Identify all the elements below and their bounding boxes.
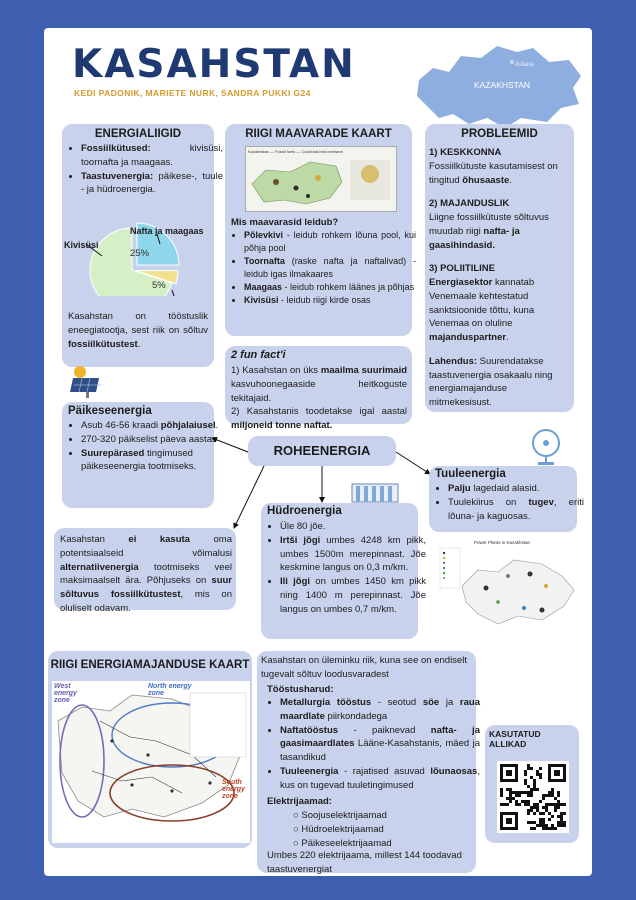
qr-cell [524, 803, 527, 806]
qr-cell [542, 806, 545, 809]
qr-cell [500, 791, 503, 794]
qr-cell [509, 791, 512, 794]
list-item: • Asub 46-56 kraadi põhjalaiusel. [81, 419, 221, 433]
qr-cell [518, 791, 521, 794]
plants-footer: Umbes 220 elektrijaama, millest 144 toodavad taastuvenergiat [267, 850, 462, 875]
qr-cell [551, 791, 554, 794]
economy-card [257, 651, 480, 875]
astana-label: Astana [515, 62, 534, 68]
qr-cell [560, 812, 563, 815]
list-item: • Toornafta (raske nafta ja naftalivad) - leidub igas ilmakaares [244, 255, 416, 281]
qr-cell [536, 803, 539, 806]
problems-body: 1) KESKKONNA Fossiilkütuste kasutamisest on tingitud õhusaaste. 2) MAJANDUSLIK Liigne fossiilkütuste sõltuvus muudab riigi nafta- ja gaasihindasid. 3) POLIITILINE Energiasektor kannatab Venemaale kehtestatud sanktsioonide tõttu, kuna Venemaa on oluline majanduspartner. Lahendus: Suurendatakse taastuvenergia osakaalu ning energiamajanduse mitmekesisust. [429, 147, 558, 409]
qr-cell [521, 800, 524, 803]
qr-cell [563, 821, 566, 824]
qr-cell [533, 788, 536, 791]
qr-cell [533, 785, 536, 788]
qr-cell [515, 803, 518, 806]
energy-types-title: ENERGIALIIGID [94, 128, 182, 140]
industries-list [267, 696, 480, 792]
qr-cell [530, 788, 533, 791]
list-item: • Fossiilkütused: kivisüsi, toornafta ja maagaas. [81, 142, 223, 170]
qr-cell [527, 785, 530, 788]
hydro-card [261, 503, 426, 639]
qr-cell [542, 794, 545, 797]
list-item: • Kivisüsi - leidub riigi kirde osas [244, 294, 416, 307]
list-item: • Ili jõgi on umbes 1450 km pikk ning 1400 m perepinnast. Jõe langus on umbes 0,7 m/km. [280, 575, 426, 616]
power-plants-caption: Power Plants in Kazakhstan [474, 540, 531, 545]
qr-cell [515, 794, 518, 797]
qr-cell [530, 827, 533, 830]
energy-note: Kasahstan on tööstuslik eneegiatootja, sest riik on sõltuv fossiilkütustest. [68, 311, 208, 350]
qr-cell [509, 794, 512, 797]
qr-cell [524, 800, 527, 803]
qr-cell [512, 797, 515, 800]
qr-cell [533, 803, 536, 806]
qr-cell [548, 803, 551, 806]
qr-cell [551, 815, 554, 818]
energy-map-shape [52, 681, 250, 843]
list-item: • Naftatööstus - paiknevad nafta- ja gaasimaardlates Lääne-Kasahstanis, mäed ja tasandikud [280, 724, 480, 765]
list-item: • Suurepärased tingimused päikeseenergia tootmiseks. [81, 447, 221, 475]
fun-facts-title: 2 fun fact'i [231, 349, 286, 361]
qr-cell [548, 794, 551, 797]
qr-cell [551, 824, 554, 827]
qr-cell [524, 773, 527, 776]
qr-cell [530, 806, 533, 809]
resources-question: Mis maavarasid leidub? [231, 217, 339, 228]
qr-cell [539, 767, 542, 770]
power-plants-shape [438, 546, 580, 636]
green-energy-title: ROHEENERGIA [273, 443, 371, 458]
qr-cell [557, 800, 560, 803]
qr-cell [527, 809, 530, 812]
energy-map-card [48, 651, 252, 848]
dam-icon [350, 480, 400, 504]
west-zone-label: West energy zone [54, 683, 77, 704]
qr-cell [515, 800, 518, 803]
qr-cell [533, 812, 536, 815]
arrow-to-solar [212, 438, 248, 452]
qr-cell [560, 818, 563, 821]
qr-cell [557, 821, 560, 824]
plants-title: Elektrijaamad: [267, 796, 332, 807]
qr-cell [506, 788, 509, 791]
qr-cell [512, 791, 515, 794]
industries-title: Tööstusharud: [267, 684, 334, 695]
qr-cell [518, 803, 521, 806]
qr-cell [551, 803, 554, 806]
pie-label-nafta: Nafta ja maagaas [130, 226, 204, 236]
qr-cell [560, 821, 563, 824]
list-item: • Metallurgia tööstus - seotud söe ja raua maardlate piirkondadega [280, 696, 480, 724]
qr-cell [527, 791, 530, 794]
sources-card [485, 725, 579, 843]
power-plants-map [438, 540, 580, 638]
qr-cell [548, 812, 551, 815]
qr-cell [545, 806, 548, 809]
qr-cell [506, 797, 509, 800]
poster [44, 28, 592, 876]
qr-cell [539, 824, 542, 827]
qr-cell [518, 794, 521, 797]
qr-cell [554, 803, 557, 806]
problems-title: PROBLEEMID [461, 128, 538, 140]
qr-cell [524, 779, 527, 782]
qr-cell [542, 821, 545, 824]
qr-cell [536, 788, 539, 791]
qr-cell [554, 827, 557, 830]
qr-cell [530, 821, 533, 824]
qr-cell [509, 797, 512, 800]
qr-cell [545, 827, 548, 830]
list-item: • Üle 80 jõe. [280, 520, 426, 534]
qr-cell [563, 803, 566, 806]
wind-list [435, 482, 584, 523]
list-item: • Taastuvenergia: päikese-, tuule - ja hüdroenergia. [81, 170, 223, 198]
south-zone-label: South energy zone [222, 779, 245, 800]
north-zone-label: North energy zone [148, 683, 192, 697]
qr-cell [548, 827, 551, 830]
qr-cell [539, 773, 542, 776]
wind-card [429, 466, 584, 532]
qr-cell [530, 767, 533, 770]
qr-cell [542, 824, 545, 827]
qr-cell [527, 800, 530, 803]
list-item: • Tuulekiirus on tugev, eriti lõuna- ja kaguosas. [448, 496, 584, 524]
usage-text: Kasahstan ei kasuta oma potentsiaalseid võimalusi alternatiivenergia tootmiseks veel maksimaalselt ära. Põhjuseks on suur sõltuvus fossiilkütustest, mis on oluliselt odavam. [60, 534, 232, 614]
qr-cell [539, 812, 542, 815]
pie-label-kivisysi: Kivisüsi [64, 240, 99, 250]
qr-cell [530, 794, 533, 797]
qr-cell [545, 809, 548, 812]
qr-cell [542, 827, 545, 830]
economy-intro: Kasahstan on üleminku riik, kuna see on endiselt tugevalt sõltuv loodusvaradest [261, 655, 467, 680]
list-item: ○ Hüdroelektrijaamad [293, 823, 384, 835]
qr-cell [551, 788, 554, 791]
list-item: ○ Päikeseelektrijaamad [293, 837, 392, 849]
qr-cell [515, 791, 518, 794]
qr-cell [509, 800, 512, 803]
hydro-title: Hüdroenergia [267, 505, 342, 517]
qr-cell [500, 788, 503, 791]
pie-value-25: 25% [130, 248, 150, 259]
list-item: • Palju lagedaid alasid. [448, 482, 584, 496]
qr-cell [521, 791, 524, 794]
qr-cell [545, 803, 548, 806]
qr-cell [527, 764, 530, 767]
resources-map-caption: Kazakhstan — Fossil fuels — Coal/coal-bed methane [248, 149, 343, 154]
qr-cell [533, 782, 536, 785]
qr-cell [557, 806, 560, 809]
map-label: KAZAKHSTAN [474, 80, 531, 90]
qr-cell [500, 794, 503, 797]
qr-cell [557, 794, 560, 797]
qr-cell [563, 812, 566, 815]
qr-cell [527, 767, 530, 770]
qr-cell [548, 818, 551, 821]
list-item: • Maagaas - leidub rohkem lääneѕ ja põhjas [244, 281, 416, 294]
qr-cell [503, 803, 506, 806]
qr-cell [551, 827, 554, 830]
qr-cell [560, 803, 563, 806]
qr-cell [500, 803, 503, 806]
list-item: • Irtši jõgi umbes 4248 km pikk, umbes 1500m merepinnast. Jõe keskmine langus on 0,3 m/km. [280, 534, 426, 575]
list-item: ○ Soojuselektrijaamad [293, 810, 387, 821]
list-item: • Tuuleenergia - rajatised asuvad lõunaosas, kus on tugevad tuuletingimused [280, 765, 480, 793]
qr-cell [551, 794, 554, 797]
qr-cell [536, 806, 539, 809]
qr-cell [548, 791, 551, 794]
qr-cell [536, 809, 539, 812]
energy-map-image [52, 681, 250, 843]
qr-cell [536, 824, 539, 827]
qr-cell [527, 803, 530, 806]
qr-cell [554, 806, 557, 809]
qr-cell [524, 782, 527, 785]
fun-facts-body: 1) Kasahstan on üks maailma suurimaid kasvuhoonegaaside heitkoguste tekitajaid. 2) Kasahstanis toodetakse igal aastal miljoneid tonne naftat. [231, 365, 408, 432]
qr-cell [560, 824, 563, 827]
usage-card [54, 528, 236, 614]
qr-cell [530, 809, 533, 812]
qr-cell [533, 806, 536, 809]
qr-cell [527, 821, 530, 824]
page-title: KASAHSTAN [72, 42, 356, 87]
qr-cell [533, 821, 536, 824]
qr-cell [560, 815, 563, 818]
qr-cell [542, 812, 545, 815]
qr-cell [557, 791, 560, 794]
qr-cell [545, 794, 548, 797]
energy-map-title: RIIGI ENERGIAMAJANDUSE KAART [50, 659, 250, 671]
qr-cell [557, 824, 560, 827]
qr-cell [536, 773, 539, 776]
qr-cell [536, 770, 539, 773]
qr-cell [530, 791, 533, 794]
qr-cell [509, 788, 512, 791]
qr-cell [527, 812, 530, 815]
qr-cell [506, 803, 509, 806]
qr-cell [539, 818, 542, 821]
sources-title: KASUTATUD ALLIKAD [489, 729, 541, 749]
qr-cell [533, 779, 536, 782]
arrow-to-wind [396, 452, 430, 474]
authors: KEDI PADONIK, MARIETE NURK, SANDRA PUKKI G24 [74, 88, 311, 98]
qr-cell [545, 824, 548, 827]
qr-cell [542, 818, 545, 821]
hydro-list [267, 520, 426, 616]
resources-title: RIIGI MAAVARADE KAART [245, 128, 392, 140]
pie-value-5: 5% [152, 280, 166, 291]
arrow-to-usage [234, 466, 264, 528]
plant-types [293, 809, 392, 850]
qr-cell [539, 776, 542, 779]
qr-cell [524, 770, 527, 773]
qr-cell [527, 794, 530, 797]
qr-cell [539, 800, 542, 803]
fan-icon [528, 428, 564, 466]
qr-cell [539, 821, 542, 824]
qr-cell [557, 815, 560, 818]
qr-cell [542, 797, 545, 800]
qr-cell [530, 776, 533, 779]
wind-title: Tuuleenergia [435, 468, 506, 480]
qr-cell [563, 824, 566, 827]
qr-cell [554, 797, 557, 800]
qr-cell [524, 791, 527, 794]
qr-cell [554, 809, 557, 812]
qr-cell [533, 827, 536, 830]
qr-cell [557, 803, 560, 806]
solar-title: Päikeseenergia [68, 405, 152, 417]
list-item: • Põlevkivi - leidub rohkem lõuna pool, kui põhja pool [244, 229, 416, 255]
list-item: • 270-320 päikselist päeva aastas [81, 433, 221, 447]
qr-code[interactable] [497, 761, 569, 833]
